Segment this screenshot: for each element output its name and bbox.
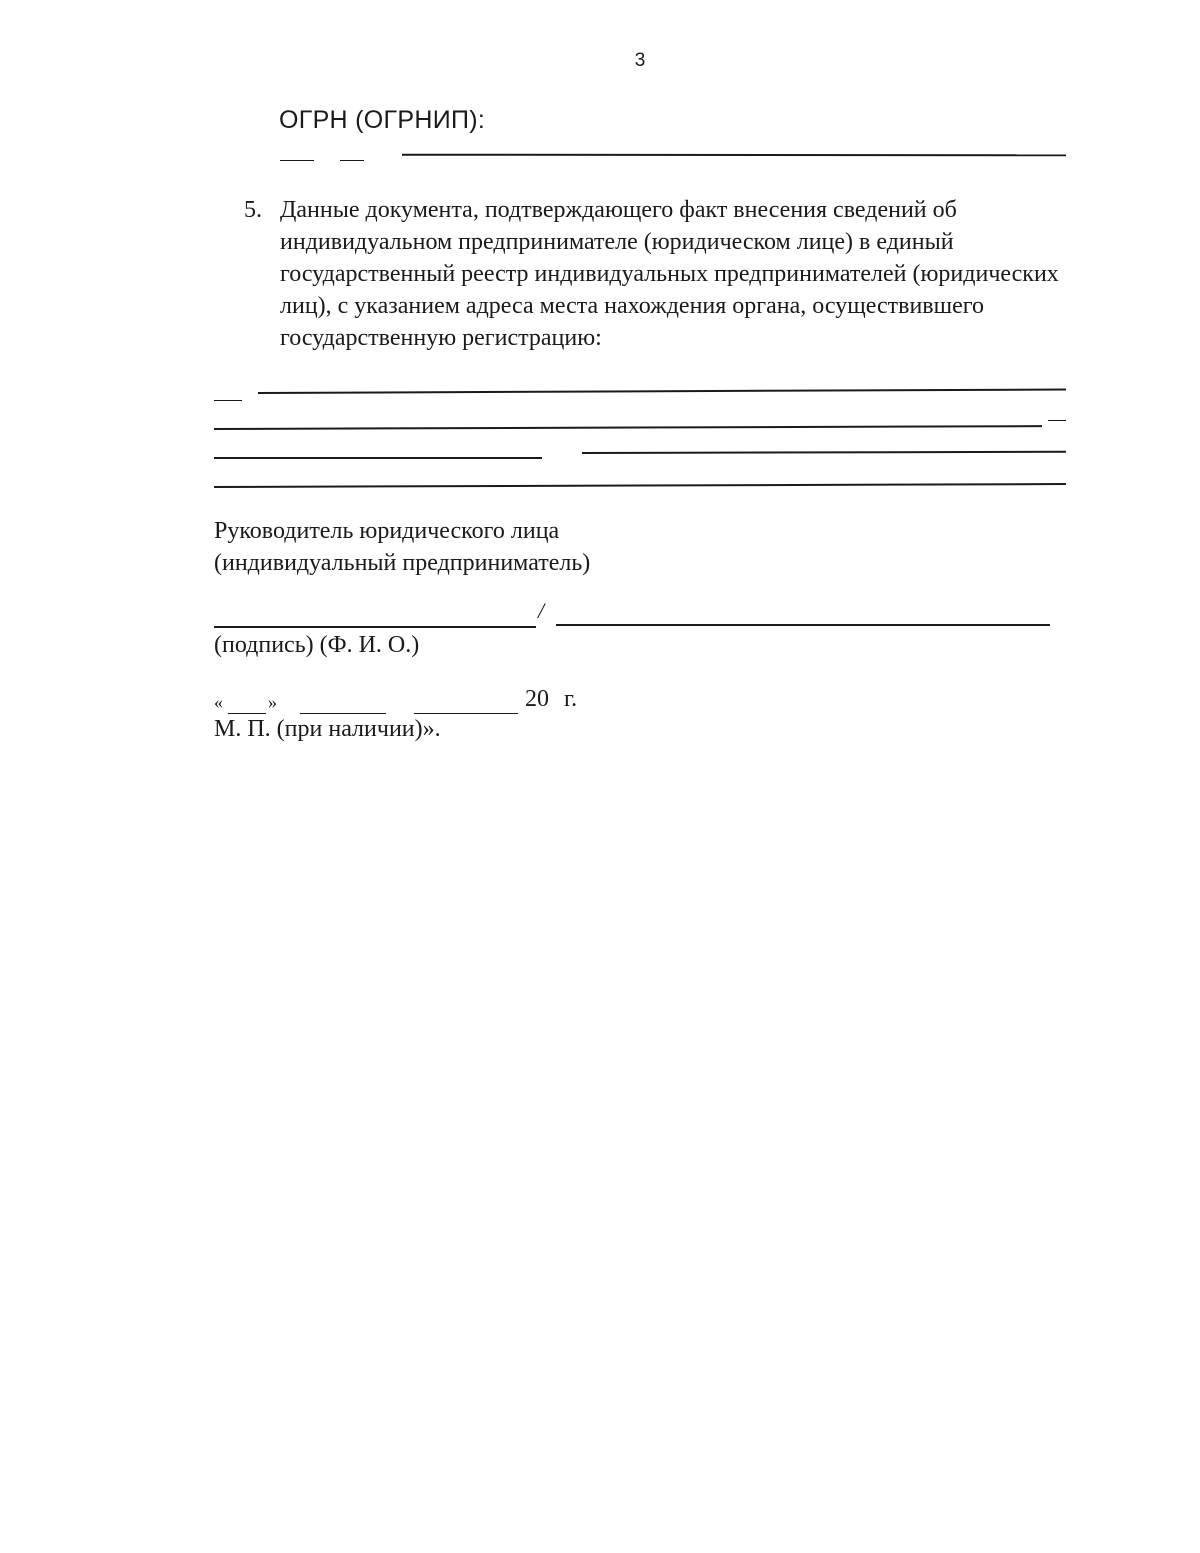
ogrn-fill-line xyxy=(402,154,1066,157)
seal-note: М. П. (при наличии)». xyxy=(214,716,441,742)
signatory-title-line-2: (индивидуальный предприниматель) xyxy=(214,550,591,576)
date-month-fill-line xyxy=(300,713,386,714)
item-5-fill-line-3a xyxy=(214,457,542,459)
name-fill-line xyxy=(556,624,1050,626)
item-5-fill-line-3b xyxy=(582,451,1066,454)
date-close-quote: » xyxy=(268,692,277,712)
item-5-text: Данные документа, подтверждающего факт внесения сведений об индивидуальном предпринимателе (юридическом лице) в единый государственный реестр индивидуальных предпринимателей (юридических лиц), с указанием адреса места нахождения органа, осуществившего государственную регистрацию: xyxy=(280,197,1059,351)
ogrn-fill-line-dash-2 xyxy=(340,160,364,161)
item-5-fill-line-4 xyxy=(214,483,1066,488)
date-month-fill-line-2 xyxy=(414,713,518,714)
item-5-fill-line-dash xyxy=(214,400,242,401)
ogrn-label: ОГРН (ОГРНИП): xyxy=(279,106,486,134)
date-year-prefix: 20 xyxy=(525,686,549,712)
date-open-quote: « xyxy=(214,692,223,712)
ogrn-fill-line-dash-1 xyxy=(280,160,314,161)
item-5 xyxy=(244,194,1064,354)
signatory-title xyxy=(214,515,590,579)
item-5-number: 5. xyxy=(244,197,262,223)
item-5-fill-line-1 xyxy=(258,388,1066,394)
item-5-fill-line-2-tail xyxy=(1048,420,1066,421)
date-day-fill-line xyxy=(228,713,266,714)
signature-caption: (подпись) (Ф. И. О.) xyxy=(214,632,420,658)
date-year-suffix: г. xyxy=(564,686,578,712)
item-5-fill-line-2 xyxy=(214,425,1042,430)
date-row xyxy=(214,686,814,720)
signatory-title-line-1: Руководитель юридического лица xyxy=(214,518,560,544)
signature-fill-line xyxy=(214,626,536,628)
page-number: 3 xyxy=(634,50,646,71)
signature-separator: / xyxy=(538,598,545,623)
